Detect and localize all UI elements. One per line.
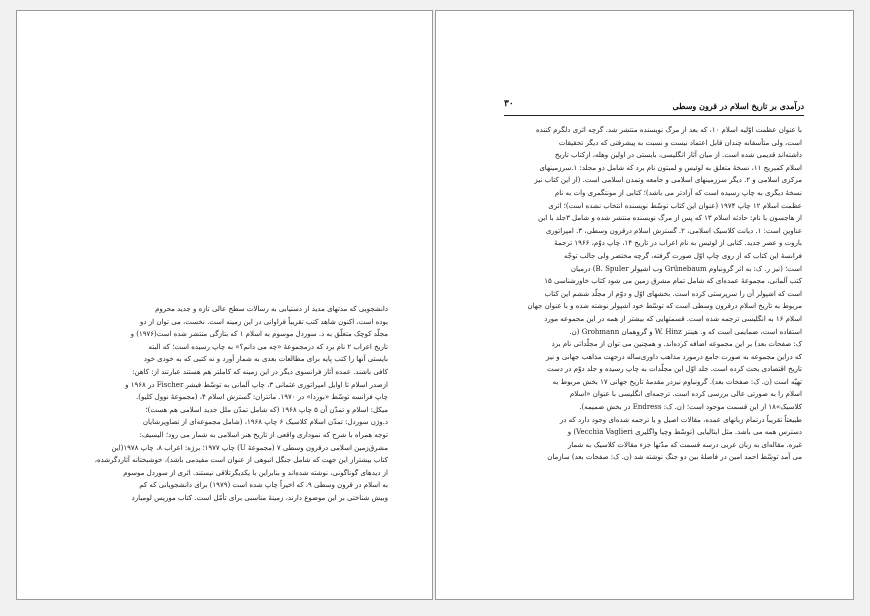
text-line: است؛ (نیز ر. ک: به اثر گرونباوم Grünebaum وب اشپولر B. Spuler) درمیان [570, 264, 802, 273]
text-line: اسلام ۱۶ به انگلیسی ترجمه شده است. قسمتهایی که بیشتر از همه در این مجموعه مورد [544, 314, 802, 323]
left-page-body-text [33, 303, 388, 505]
text-line: تهیّه است (ن. ک: صفحات بعد). گرونباوم نیزدر مقدمهٔ تاریخ جهانی ۱۷ بخش مربوط به [552, 377, 802, 386]
running-header-title: درآمدی بر تاریخ اسلام در قرون وسطی [672, 101, 804, 111]
text-line: مشرق‌زمین اسلامی درقرون وسطی ۷ (مجموعهٔ U) چاپ ۱۹۷۷؛ برژه: اعراب ۸، چاپ ۱۹۷۸(این [111, 443, 388, 452]
text-line: اسلام را به صورتی عالی بررسی کرده است. ترجمه‌ای انگلیسی با عنوان «اسلام [569, 390, 802, 399]
text-line: می آمد توسّط احمد امین در فاصلهٔ بین دو جنگ نوشته شد (ن. ک: صفحات بعد) سازمان [547, 453, 802, 462]
text-line: دانشجویی که مدتهای مدید از دستیابی به رسالات سطح عالی تازه و جدید محروم [155, 305, 388, 313]
text-line: ازصدر اسلام تا اوایل امپراتوری عثمانی ۳، چاپ آلمانی به توسّط فیشر Fischer در ۱۹۶۸ و [125, 380, 388, 389]
text-line: از دیدهای گوناگونی، نوشته شده‌اند و بنابراین با یکدیگرتلاقی نیستند. اثری از سوردل موسوم [123, 468, 388, 477]
text-line: مرکزی اسلامی و ۲. دیگر سرزمینهای اسلامی و جامعه وتمدن اسلامی است. (از این کتاب نیز [534, 176, 802, 185]
text-line: کتب آلمانی، مجموعهٔ عمده‌ای که شامل تمام مشرق زمین می شود کتاب خاورشناسی ۱۵ [544, 277, 802, 286]
page-number: ۳۰ [504, 99, 514, 109]
left-page [16, 10, 433, 600]
text-line: فرانسهٔ این کتاب که از روی چاپ اوّل صورت گرفته، گرچه مختصر ولی جالب توجّه [564, 251, 802, 260]
text-line: کتاب بیشتراز این جهت که شامل جنگل انبوهی از عنوان است مفیدمی باشد)، خوشبختانه آثاردگرشده، [94, 456, 388, 465]
text-line: چاپ فرانسه توسّط «بوردا» در ۱۹۷۰. مانتران: گسترش اسلام ۴، (مجموعهٔ نوول کلیو). [136, 393, 388, 402]
text-line: نسخهٔ دیگری به چاپ رسیده است که آزادتر می باشد)؛ کتابی از مونتگمری وات به نام [554, 188, 802, 197]
text-line: وبیش شناختی بر این موضوع دارند، زمینهٔ مناسبی برای تأمّل است. کتاب موریس لومبارد [131, 493, 388, 502]
text-line: بایستی آنها را کتب پایه برای مطالعات بعدی به شمار آورد و نه کتبی که به خودی خود [143, 355, 388, 364]
text-line: تاریخ اقتصادی بحث کرده است. جلد اوّل این مجلّدات به چاپ رسیده و جلد دوّم در دست [546, 365, 802, 374]
text-line: د.وژن سوردل: تمدّن اسلام کلاسیک ۶ چاپ ۱۹۶۸، (شامل مجموعه‌ای از تصاویرشایان [142, 418, 388, 427]
text-line: به اسلام در قرون وسطی ۹، که اخیراً چاپ شده است (۱۹۷۹) برای دانشجویانی که کم [139, 481, 388, 490]
text-line: مربوط به تاریخ اسلام درقرون وسطی است که توسّط خود اشپولر نوشته شده و با عنوان جهان [527, 302, 802, 311]
text-line: است، ولی متأسفانه چندان قابل اعتماد نیست و نسبت به پیشرفتی که دیگر تحقیقات [558, 138, 802, 147]
text-line: داشته‌اند قدیمی شده است. از میان آثار انگلیسی، بایستی در اولین وهله، ازکتاب تاریخ [554, 151, 802, 160]
text-line: مجلّد کوچک متعلّق به د. سوردل موسوم به اسلام ۱ که بتازگی منتشر شده است(۱۹۷۶) و [130, 330, 388, 339]
text-line: طبیعتاً تقریباً درتمام زبانهای عمده، مقالات اصیل و یا ترجمه شده‌ای وجود دارد که در [559, 415, 802, 424]
text-line: دسترس همه می باشد. مثل ایتالیایی (توسّط وچیا واگلیری Vecchia Vaglieri) و [567, 428, 802, 437]
text-line: غیره. مقاله‌ای به زبان عربی درسه قسمت که مدّتها جزء مقالات کلاسیک به شمار [567, 440, 802, 449]
text-line: ک: صفحات بعد) بر این مجموعه اضافه کرده‌اند. و همچنین می توان از مجلّداتی نام برد [551, 340, 802, 349]
text-line: است که اشپولر آن را سرپرستی کرده است. بخشهای اوّل و دوّم از مجلّد ششم این کتاب [544, 289, 802, 298]
text-line: عناوین است: ۱. دیانت کلاسیک اسلامی، ۲. گسترش اسلام درقرون وسطی، ۳. امپراتوری [545, 226, 802, 235]
text-line: بوده است، اکنون شاهد کتب تقریباً فراوانی در این زمینه است. نخست، می توان از دو [140, 317, 388, 326]
text-line: اسلام کمبریج ۱۱، نسخهٔ متعلق به لوئیس و لمبتون نام برد که شامل دو مجلد: ۱.سرزمینهای [539, 163, 802, 172]
text-line: میکل: اسلام و تمدّن آن ۵ چاپ ۱۹۶۸ (که شامل تمدّن ملل جدید اسلامی هم هست)؛ [145, 405, 388, 414]
text-line: که دراین مجموعه به صورت جامع درمورد مذاهب داوری‌ساله درجهت مذاهب جهانی و نیز [546, 352, 802, 361]
running-header [504, 101, 804, 116]
text-line: توجه همراه با شرح که نموداری واقعی از تاریخ هنر اسلامی به شمار می رود؛ الیسیف: [139, 430, 388, 439]
right-page [435, 10, 854, 600]
right-page-body-text [502, 124, 802, 464]
text-line: کافی باشند. عمده آثار فرانسوی دیگر در این زمینه که کاملتر هم هستند عبارتند از: کاهن: [132, 367, 388, 376]
text-line: عظمت اسلام ۱۲ چاپ ۱۹۷۴ (عنوان این کتاب توسّط نویسنده انتخاب نشده است)؛ اثری [548, 201, 802, 210]
text-line: با عنوان عظمت اوّلیه اسلام ۱۰، که بعد از مرگ نویسنده منتشر شد. گرچه اثری دلگرم کننده [535, 126, 802, 134]
text-line: تاریخ اعراب ۲ نام برد که درمجموعهٔ «چه می دانم؟» به چاپ رسیده است؛ که البته [148, 342, 388, 351]
text-line: کلاسیک»۱۸ از این قسمت موجود است؛ (ن. ک: Endress در بخش ضمیمه). [579, 403, 802, 412]
text-line: استفاده است، ضمایمی است که و. هینتز W. Hinz و گروهمان Grohmann (ن. [569, 327, 802, 336]
text-line: باروت و عصر جدید. کتابی از لوئیس به نام اعراب در تاریخ ۱۴، چاپ دوّم، ۱۹۶۶ ترجمهٔ [554, 239, 802, 248]
text-line: از هاجسون با نام: حادثه اسلام ۱۳ که پس از مرگ نویسنده منتشر شده و شامل ۳جلد با این [537, 214, 802, 223]
